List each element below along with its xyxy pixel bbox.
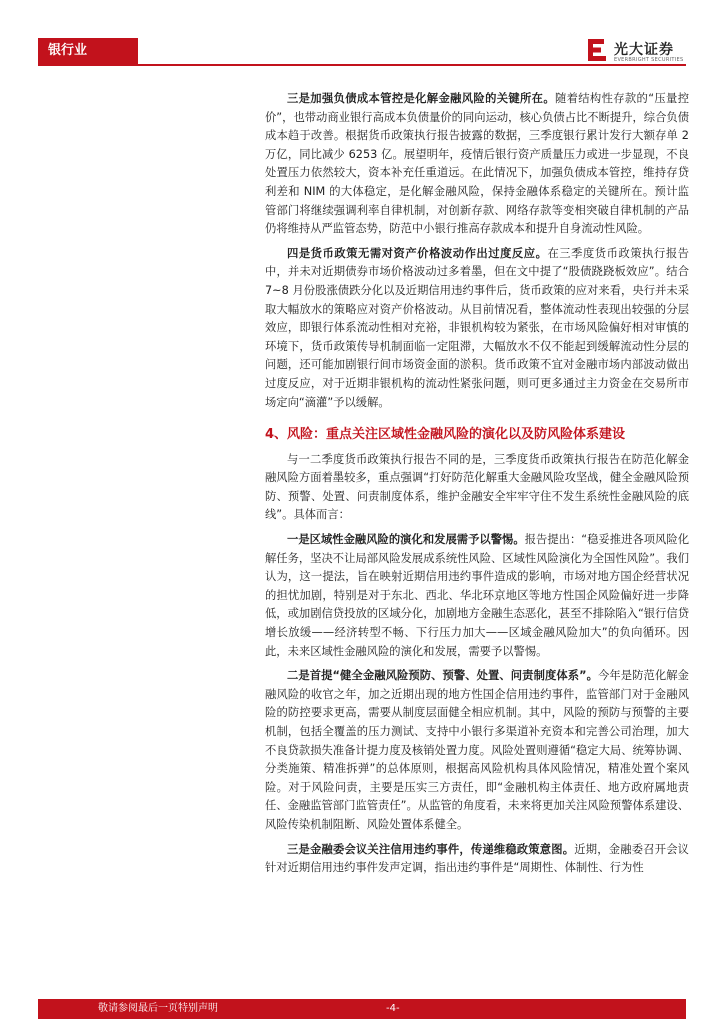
paragraph-text: 报告提出：“稳妥推进各项风险化解任务，坚决不让局部风险发展成系统性风险、区域性风险演化为全国性风险”。我们认为，这一提法，旨在映射近期信用违约事件造成的影响，市场对地方国企经营状况的担忧加剧，特别是对于东北、西北、华北环京地区等地方性国企风险偏好进一步降低，或加剧信贷投放的区域分化，加剧地方金融生态恶化，甚至不排除陷入“银行信贷增长放缓——经济转型不畅、下行压力加大——区域金融风险加大”的负向循环。因此，未来区域性金融风险的演化和发展，需要予以警惕。 [265, 533, 689, 658]
paragraph-risk-intro [265, 451, 689, 525]
paragraph-text: 在三季度货币政策执行报告中，并未对近期债券市场价格波动过多着墨，但在文中提了“股债跷跷板效应”。结合 7~8 月份股涨债跌分化以及近期信用违约事件后，货币政策的应对来看，央行并未采取大幅放水的策略应对资产价格波动。从目前情况看，整体流动性表现出较强的分层效应，即银行体系流动性相对充裕，非银机构较为紧张，在市场风险偏好相对审慎的环境下，货币政策传导机制面临一定阻滞，大幅放水不仅不能起到缓解流动性分层的问题，还可能加剧银行间市场资金面的淤积。货币政策不宜对金融市场内部波动做出过度反应，对于近期非银机构的流动性紧张问题，则可更多通过主力资金在交易所市场定向“滴灌”予以缓解。 [265, 246, 689, 409]
paragraph-lead: 三是金融委会议关注信用违约事件，传递维稳政策意图。 [287, 842, 575, 856]
paragraph-lead: 四是货币政策无需对资产价格波动作出过度反应。 [287, 246, 548, 260]
section-title: 4、风险：重点关注区域性金融风险的演化以及防风险体系建设 [265, 427, 626, 443]
paragraph-liability-cost [265, 90, 689, 239]
footer-disclaimer: 敬请参阅最后一页特别声明 [98, 1003, 218, 1014]
logo-name-cn: 光大证券 [614, 42, 674, 58]
footer-bar [38, 999, 686, 1019]
page-number: -4- [386, 1003, 400, 1014]
paragraph-text: 随着结构性存款的“压量控价”，也带动商业银行高成本负债量价的同向运动，核心负债占比不断提升，综合负债成本趋于改善。根据货币政策执行报告披露的数据，三季度银行累计发行大额存单 2 万亿，同比减少 6253 亿。展望明年，疫情后银行资产质量压力或进一步显现，不良处置压力依然较大，资本补充任重道远。在此情况下，加强负债成本管控，维持存贷利差和 NIM 的大体稳定，是化解金融风险，保持金融体系稳定的关键所在。预计监管部门将继续强调利率自律机制，对创新存款、网络存款等变相突破自律机制的产品仍将维持从严监管态势，防范中小银行推高存款成本和提升自身流动性风险。 [265, 92, 689, 236]
paragraph-regional-risk [265, 531, 689, 661]
industry-label: 银行业 [38, 38, 138, 64]
paragraph-lead: 二是首提“健全金融风险预防、预警、处置、问责制度体系”。 [287, 669, 598, 683]
paragraph-risk-system [265, 667, 689, 834]
paragraph-credit-default [265, 841, 689, 878]
paragraph-text: 与一二季度货币政策执行报告不同的是，三季度货币政策执行报告在防范化解金融风险方面着墨较多，重点强调“打好防范化解重大金融风险攻坚战，健全金融风险预防、预警、处置、问责制度体系，维护金融安全牢牢守住不发生系统性金融风险的底线”。具体而言： [265, 452, 689, 522]
company-logo [586, 36, 690, 66]
report-body [265, 90, 689, 884]
paragraph-lead: 一是区域性金融风险的演化和发展需予以警惕。 [287, 533, 525, 547]
paragraph-text: 近期，金融委召开会议针对近期信用违约事件发声定调，指出违约事件是“周期性、体制性、行为性 [265, 842, 689, 875]
paragraph-text: 今年是防范化解金融风险的收官之年，加之近期出现的地方性国企信用违约事件，监管部门对于金融风险的防控要求更高，需要从制度层面健全相应机制。其中，风险的预防与预警的主要机制，包括全覆盖的压力测试、支持中小银行多渠道补充资本和完善公司治理，加大不良贷款损失准备计提力度及核销处置力度。风险处置则遵循“稳定大局、统筹协调、分类施策、精准拆弹”的总体原则，根据高风险机构具体风险情况，精准处置个案风险。对于风险问责，主要是压实三方责任，即“金融机构主体责任、地方政府属地责任、金融监管部门监管责任”。从监管的角度看，未来将更加关注风险预警体系建设、风险传染机制阻断、风险处置体系健全。 [265, 669, 689, 831]
logo-name-en: EVERBRIGHT SECURITIES [614, 57, 684, 63]
paragraph-monetary-policy [265, 245, 689, 412]
everbright-logo-icon [586, 38, 608, 62]
paragraph-lead: 三是加强负债成本管控是化解金融风险的关键所在。 [287, 92, 555, 105]
